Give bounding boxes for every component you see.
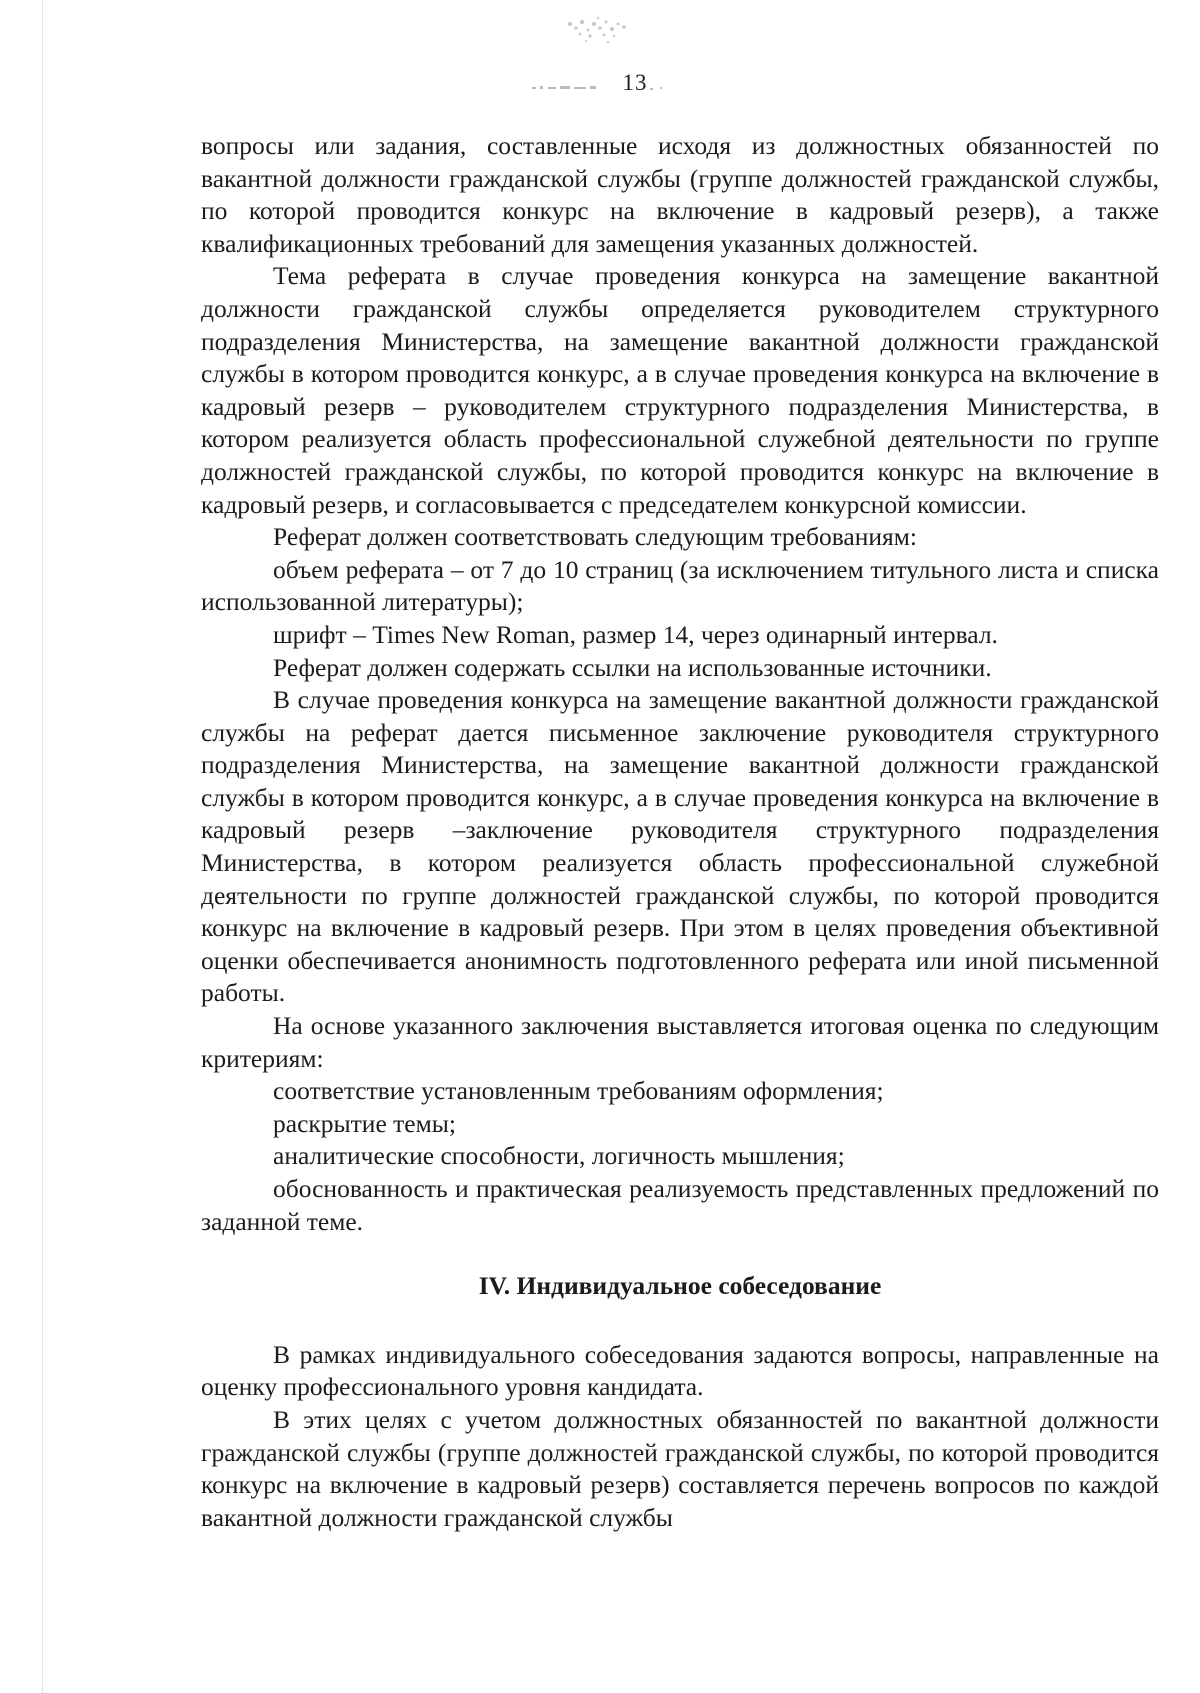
scan-artifact-line (42, 0, 43, 1693)
paragraph: Реферат должен содержать ссылки на использованные источники. (273, 652, 992, 682)
list-item: объем реферата – от 7 до 10 страниц (за исключением титульного листа и списка использованной литературы); (201, 554, 1159, 617)
paragraph: Тема реферата в случае проведения конкурса на замещение вакантной должности гражданской службы определяется руководителем структурного подразделения Министерства, на замещение вакантной должности гражданской службы в котором проводится конкурс, а в случае проведения конкурса на включение в кадровый резерв – руководителем структурного подразделения Министерства, в котором реализуется область профессиональной служебной деятельности по группе должностей гражданской службы, по которой проводится конкурс на включение в кадровый резерв, и согласовывается с председателем конкурсной комиссии. (201, 261, 1159, 519)
page-number: 13 (622, 70, 648, 95)
section-heading: IV. Индивидуальное собеседование (478, 1271, 882, 1301)
document-body (201, 130, 1159, 1534)
list-item: шрифт – Times New Roman, размер 14, через одинарный интервал. (273, 619, 998, 649)
list-item: раскрытие темы; (273, 1108, 456, 1138)
list-item: аналитические способности, логичность мышления; (273, 1141, 845, 1171)
paragraph: В случае проведения конкурса на замещение вакантной должности гражданской службы на реферат дается письменное заключение руководителя структурного подразделения Министерства, на замещение вакантной должности гражданской службы в котором проводится конкурс, а в случае проведения конкурса на включение в кадровый резерв –заключение руководителя структурного подразделения Министерства, в котором реализуется область профессиональной служебной деятельности по группе должностей гражданской службы, по которой проводится конкурс на включение в кадровый резерв. При этом в целях проведения объективной оценки обеспечивается анонимность подготовленного реферата или иной письменной работы. (201, 685, 1159, 1008)
paragraph: вопросы или задания, составленные исходя из должностных обязанностей по вакантной должности гражданской службы (группе должностей гражданской службы, по которой проводится конкурс на включение в кадровый резерв), а также квалификационных требований для замещения указанных должностей. (201, 131, 1159, 258)
list-item: соответствие установленным требованиям оформления; (273, 1076, 884, 1106)
paragraph: В этих целях с учетом должностных обязанностей по вакантной должности гражданской службы (группе должностей гражданской службы, по которой проводится конкурс на включение в кадровый резерв) составляется перечень вопросов по каждой вакантной должности гражданской службы (201, 1404, 1159, 1532)
paragraph: Реферат должен соответствовать следующим требованиям: (273, 522, 917, 552)
list-item: обоснованность и практическая реализуемость представленных предложений по заданной теме. (201, 1174, 1159, 1236)
paragraph: На основе указанного заключения выставляется итоговая оценка по следующим критериям: (201, 1011, 1159, 1073)
stamp-smudge-icon (560, 14, 640, 48)
paragraph: В рамках индивидуального собеседования задаются вопросы, направленные на оценку профессионального уровня кандидата. (201, 1339, 1159, 1402)
